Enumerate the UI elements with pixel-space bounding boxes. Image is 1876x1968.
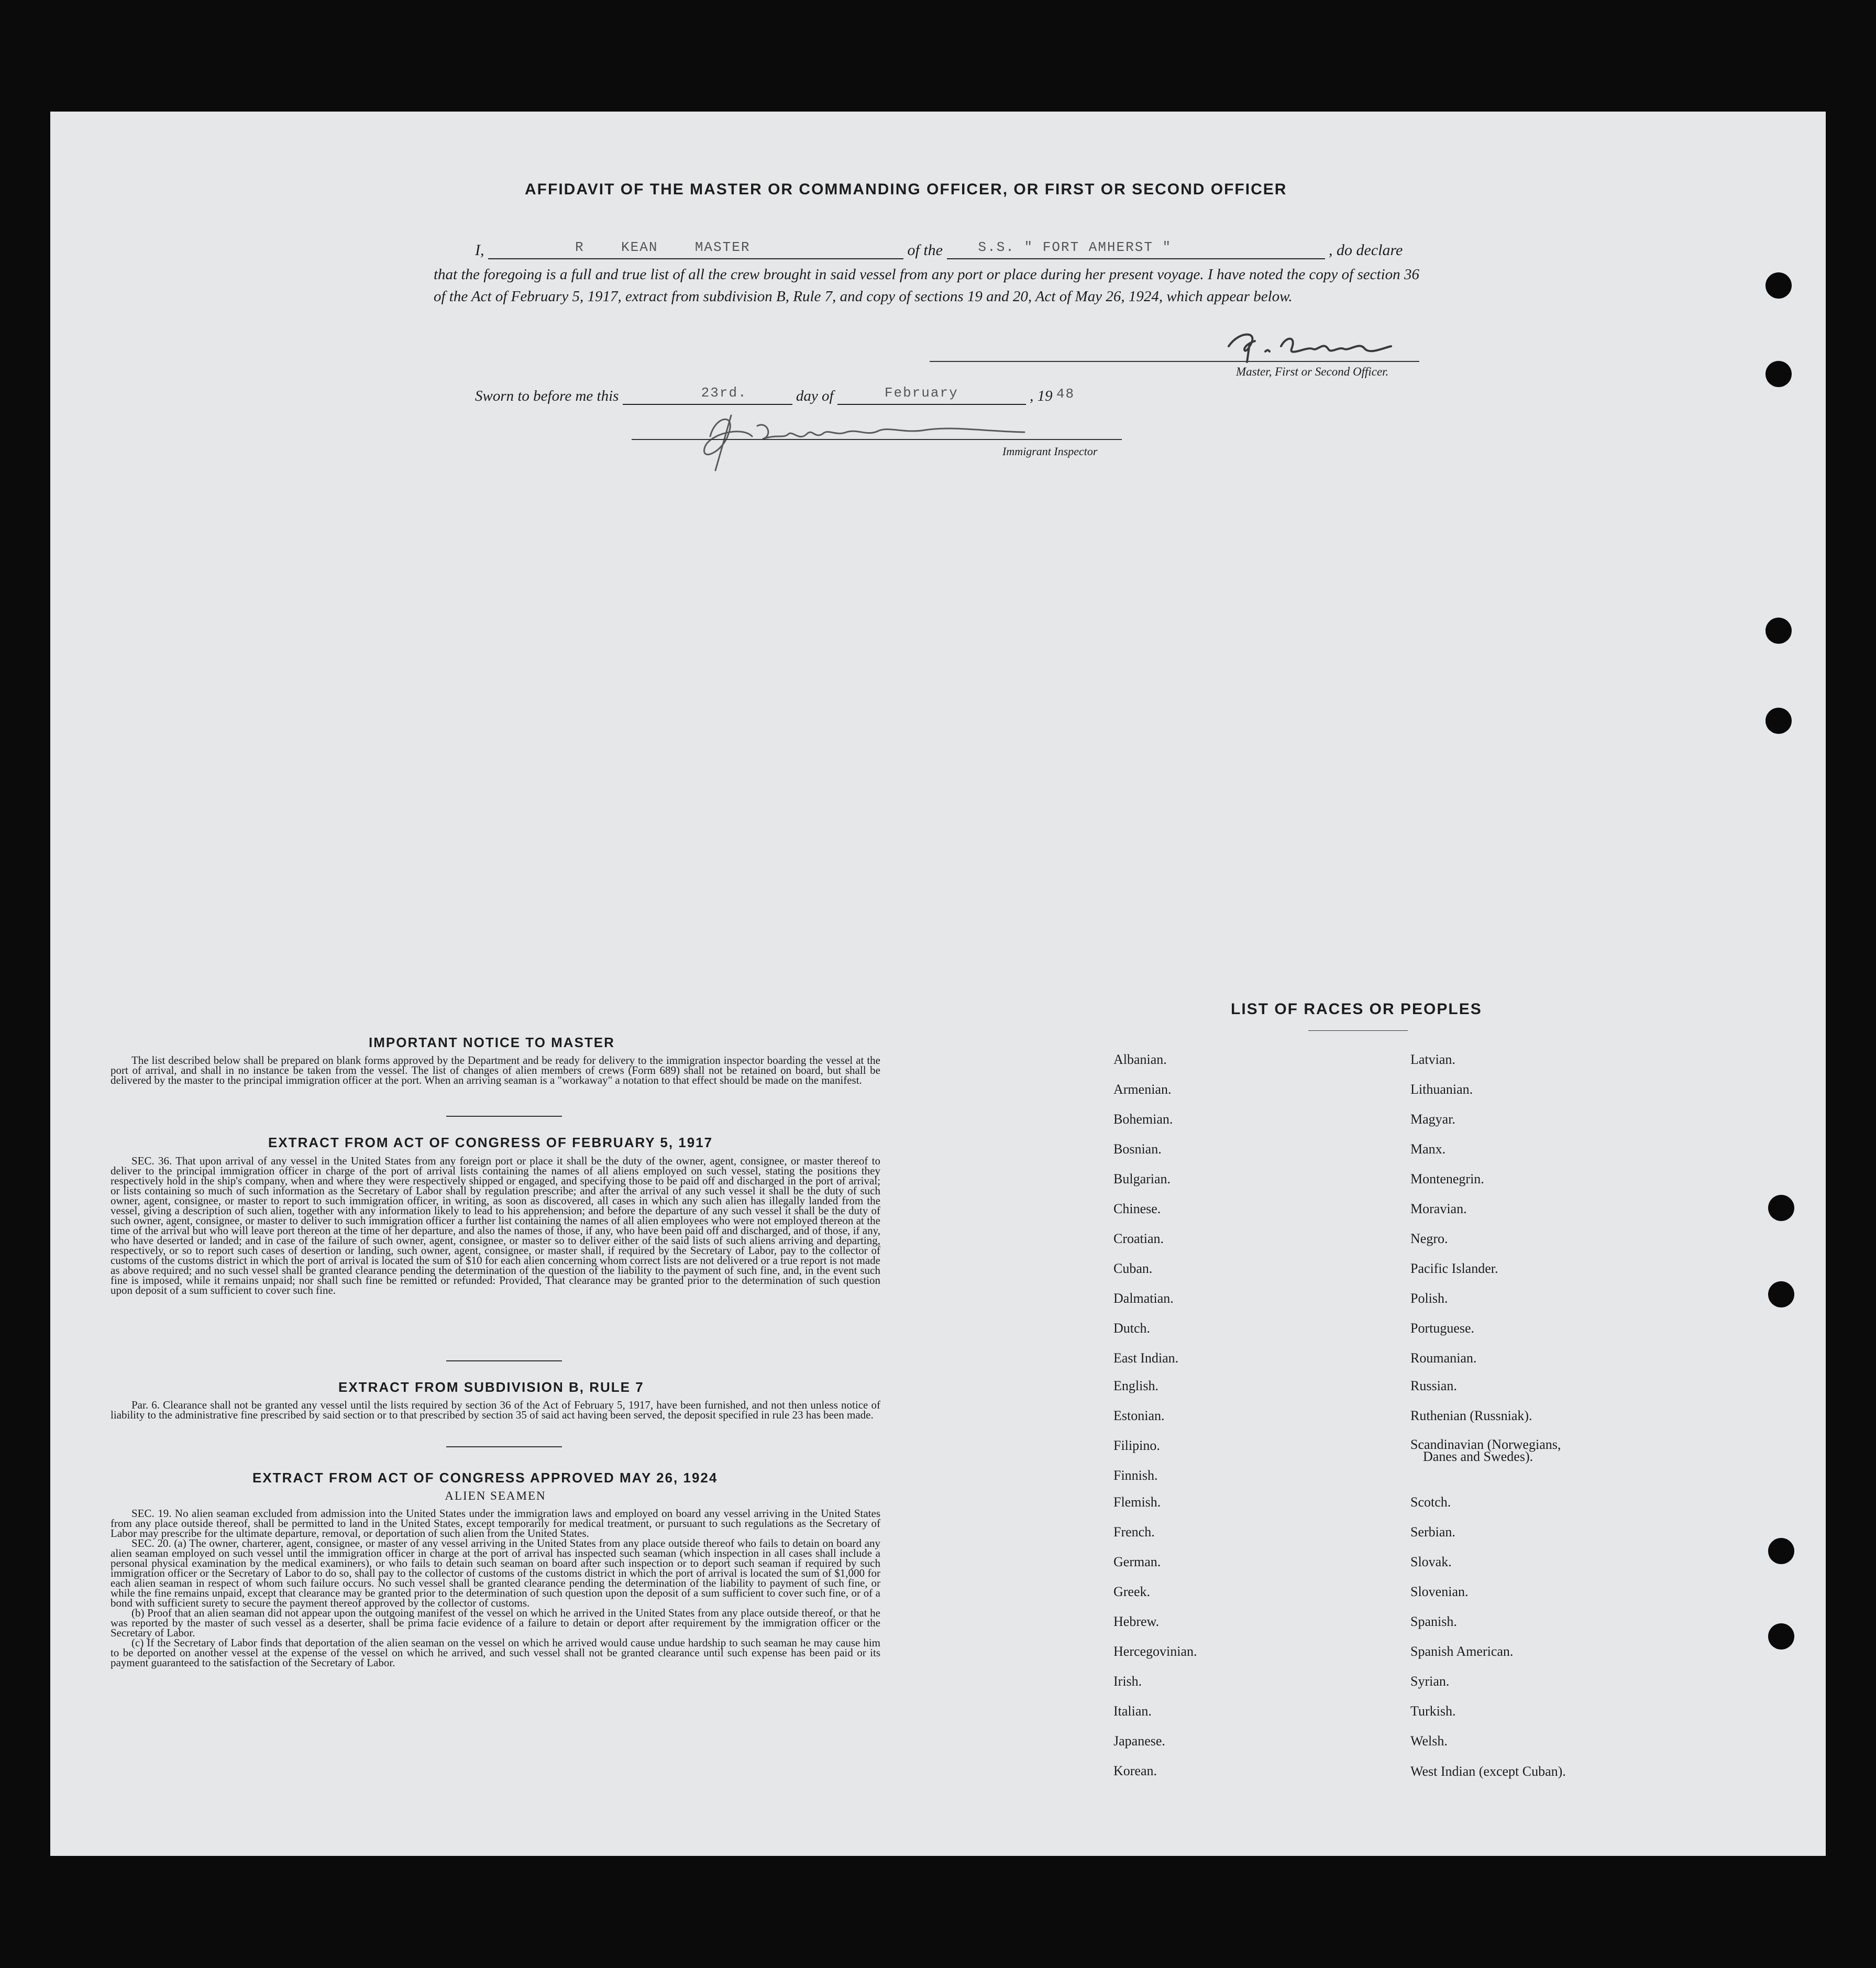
- race-item: Roumanian.: [1410, 1350, 1477, 1366]
- race-item: Manx.: [1410, 1141, 1446, 1157]
- race-item: Estonian.: [1113, 1408, 1165, 1423]
- master-name-value: R KEAN MASTER: [575, 239, 751, 255]
- race-item: English.: [1113, 1378, 1158, 1393]
- race-item: Japanese.: [1113, 1733, 1165, 1749]
- vessel-name-value: S.S. " FORT AMHERST ": [978, 239, 1172, 255]
- alien-seamen-subtitle: ALIEN SEAMEN: [445, 1489, 546, 1502]
- race-item: Slovak.: [1410, 1554, 1452, 1569]
- binder-hole: [1765, 618, 1792, 644]
- race-item: German.: [1113, 1554, 1161, 1569]
- notice-text: [111, 1056, 880, 1085]
- binder-hole: [1765, 708, 1792, 734]
- master-signature: [1218, 325, 1438, 367]
- day-value: 23rd.: [701, 385, 747, 401]
- binder-hole: [1768, 1623, 1794, 1650]
- master-name-field: [488, 239, 903, 259]
- race-item: Filipino.: [1113, 1438, 1160, 1453]
- race-item: Finnish.: [1113, 1468, 1158, 1483]
- race-item: Russian.: [1410, 1378, 1457, 1393]
- race-item: Pacific Islander.: [1410, 1261, 1498, 1276]
- race-item: Polish.: [1410, 1291, 1448, 1306]
- race-item: Bohemian.: [1113, 1112, 1173, 1127]
- race-item: Bosnian.: [1113, 1141, 1162, 1157]
- race-item: Serbian.: [1410, 1524, 1455, 1540]
- extract-1924-title: EXTRACT FROM ACT OF CONGRESS APPROVED MAY 26, 1924: [252, 1470, 718, 1486]
- race-item: Hebrew.: [1113, 1614, 1160, 1629]
- race-item: Flemish.: [1113, 1494, 1161, 1510]
- section-20c-paragraph: (c) If the Secretary of Labor finds that deportation of the alien seaman on the vessel on which he arrived would cause undue hardship to such seaman he may cause him to be deported on another vessel at the expense of the vessel on which he arrived, and such vessel shall not be granted clearance until such expense has been paid or its payment guaranteed to the satisfaction of the Secretary of Labor.: [111, 1636, 880, 1669]
- race-item: Chinese.: [1113, 1201, 1161, 1216]
- section-20b-paragraph: (b) Proof that an alien seaman did not appear upon the outgoing manifest of the vessel on which he arrived in the United States from any place outside thereof, or that he was reported by the master of such vessel as a deserter, shall be prima facie evidence of a failure to detain or deport after requirement by the immigration officer or the Secretary of Labor.: [111, 1607, 880, 1639]
- race-item: Portuguese.: [1410, 1321, 1475, 1336]
- race-item: Scandinavian (Norwegians,: [1410, 1437, 1561, 1452]
- race-item: Albanian.: [1113, 1052, 1167, 1067]
- race-item: Magyar.: [1410, 1112, 1455, 1127]
- race-item: Latvian.: [1410, 1052, 1455, 1067]
- divider: [1308, 1030, 1408, 1031]
- race-item: Spanish.: [1410, 1614, 1457, 1629]
- section-36-paragraph: SEC. 36. That upon arrival of any vessel in the United States from any foreign port or place it shall be the duty of the owner, agent, consignee, or master thereof to deliver to the principal immigration officer in charge of the port of arrival lists containing the names of all aliens employed on such vessel, stating the positions they respectively hold in the ship's company, when and where they were respectively shipped or engaged, and specifying those to be paid off and discharged in the port of arrival; or lists containing so much of such information as the Secretary of Labor shall by regulation prescribe; and after the arrival of any such vessel it shall be the duty of such owner, agent, consignee, or master to report to such immigration officer, in writing, as soon as discovered, all cases in which any such alien has illegally landed from the vessel, giving a description of such alien, together with any information likely to lead to his apprehension; and before the departure of any such vessel it shall be the duty of such owner, agent, consignee, or master to deliver to such immigration officer a further list containing the names of all alien employees who were not employed thereon at the time of the arrival but who will leave port thereon at the time of her departure, and also the names of those, if any, who have been paid off and discharged, and of those, if any, who have deserted or landed; and in case of the failure of such owner, agent, consignee, or master so to deliver either of the said lists of such aliens arriving and departing, respectively, or so to report such cases of desertion or landing, such owner, agent, consignee, or master shall, if required by the Secretary of Labor, pay to the collector of customs of the customs district in which the port of arrival is located the sum of $10 for each alien concerning whom correct lists are not delivered or a true report is not made as above required; and no such vessel shall be granted clearance pending the determination of the question of the liability to the payment of such fine, and, in the event such fine is imposed, while it remains unpaid; nor shall such fine be remitted or refunded: Provided, That clearance may be granted prior to the determination of such question upon deposit of a sum sufficient to cover such fine.: [111, 1155, 880, 1296]
- binder-hole: [1768, 1538, 1794, 1564]
- notice-title: IMPORTANT NOTICE TO MASTER: [369, 1035, 615, 1050]
- do-declare-label: , do declare: [1329, 241, 1403, 259]
- race-item: Turkish.: [1410, 1703, 1456, 1719]
- rule7-paragraph: Par. 6. Clearance shall not be granted any vessel until the lists required by section 36 of the Act of February 5, 1917, have been furnished, and not then unless notice of liability to the administrative fine prescribed by said section or to that prescribed by section 35 of said act having been served, the deposit specified in rule 23 has been made.: [111, 1399, 880, 1421]
- binder-hole: [1768, 1195, 1794, 1221]
- master-caption: Master, First or Second Officer.: [1236, 365, 1389, 378]
- race-item: Slovenian.: [1410, 1584, 1469, 1599]
- race-item: Bulgarian.: [1113, 1171, 1171, 1186]
- race-item: Montenegrin.: [1410, 1171, 1484, 1186]
- race-item: Dalmatian.: [1113, 1291, 1174, 1306]
- extract-1917-title: EXTRACT FROM ACT OF CONGRESS OF FEBRUARY 5, 1917: [268, 1135, 713, 1150]
- section-20a-paragraph: SEC. 20. (a) The owner, charterer, agent, consignee, or master of any vessel arriving in the United States from any place outside thereof who fails to detain on board any alien seaman employed on such vessel until the immigration officer in charge at the port of arrival has inspected such seaman (which inspection in all cases shall include a personal physical examination by the medical examiners), or who fails to detain such seaman on board after such inspection or to deport such seaman if required by such immigration officer or the Secretary of Labor to do so, shall pay to the collector of customs of the customs district in which the port of arrival is located the sum of $1,000 for each alien seaman in respect of whom such failure occurs. No such vessel shall be granted clearance pending the determination of the liability to payment of such fine, or while the fine remains unpaid, except that clearance may be granted prior to the determination of such question upon the deposit of a sum sufficient to cover such fine, or of a bond with sufficient surety to secure the payment thereof approved by the collector of customs.: [111, 1537, 880, 1609]
- year-value: 48: [1056, 386, 1075, 402]
- of-the-label: of the: [907, 241, 943, 259]
- race-item: Greek.: [1113, 1584, 1151, 1599]
- race-item: Korean.: [1113, 1763, 1157, 1778]
- rule7-title: EXTRACT FROM SUBDIVISION B, RULE 7: [338, 1379, 644, 1395]
- year-prefix: , 19: [1030, 388, 1053, 404]
- race-item: Cuban.: [1113, 1261, 1153, 1276]
- binder-hole: [1768, 1281, 1794, 1307]
- binder-hole: [1765, 361, 1792, 387]
- extract-1924-text: [111, 1509, 880, 1668]
- day-of-label: day of: [796, 388, 834, 404]
- race-item: Armenian.: [1113, 1082, 1172, 1097]
- race-item: Italian.: [1113, 1703, 1152, 1719]
- race-item: Scotch.: [1410, 1494, 1451, 1510]
- divider: [446, 1446, 562, 1447]
- race-item: Dutch.: [1113, 1321, 1151, 1336]
- rule7-text: [111, 1400, 880, 1420]
- sworn-label: Sworn to before me this: [475, 388, 619, 404]
- race-item: Lithuanian.: [1410, 1082, 1473, 1097]
- month-field: [837, 385, 1026, 405]
- affidavit-title: AFFIDAVIT OF THE MASTER OR COMMANDING OFFICER, OR FIRST OR SECOND OFFICER: [525, 181, 1287, 198]
- race-item: Ruthenian (Russniak).: [1410, 1408, 1532, 1423]
- race-item: Hercegovinian.: [1113, 1644, 1197, 1659]
- day-field: [623, 385, 792, 405]
- race-item: West Indian (except Cuban).: [1410, 1764, 1566, 1779]
- race-item: Negro.: [1410, 1231, 1448, 1246]
- divider: [446, 1360, 562, 1361]
- notice-paragraph: The list described below shall be prepared on blank forms approved by the Department and be ready for delivery to the immigration inspector boarding the vessel at the port of arrival, and shall in no instance be taken from the vessel. The list of changes of alien members of crews (Form 689) shall not be retained on board, but shall be delivered by the master to the principal immigration officer at the port. When an arriving seaman is a "workaway" a notation to that effect should be made on the manifest.: [111, 1054, 880, 1086]
- declaration-line: [475, 241, 1470, 259]
- inspector-caption: Immigrant Inspector: [1002, 445, 1098, 458]
- vessel-name-field: [947, 239, 1325, 259]
- race-item: Welsh.: [1410, 1733, 1448, 1749]
- form-page: [50, 112, 1826, 1856]
- race-item: Spanish American.: [1410, 1644, 1514, 1659]
- inspector-signature-line: [632, 439, 1122, 440]
- race-item-continuation: Danes and Swedes).: [1423, 1449, 1533, 1464]
- race-item: Croatian.: [1113, 1231, 1164, 1246]
- extract-1917-text: [111, 1156, 880, 1295]
- binder-hole: [1765, 272, 1792, 299]
- month-value: February: [884, 385, 958, 401]
- decl-prefix: I,: [475, 241, 484, 259]
- section-19-paragraph: SEC. 19. No alien seaman excluded from admission into the United States under the immigration laws and employed on board any vessel arriving in the United States from any place outside thereof, shall be permitted to land in the United States, except temporarily for medical treatment, or pursuant to such regulations as the Secretary of Labor may prescribe for the ultimate departure, removal, or deportation of such alien from the United States.: [111, 1507, 880, 1540]
- race-item: Irish.: [1113, 1674, 1142, 1689]
- race-item: French.: [1113, 1524, 1155, 1540]
- sworn-line: [475, 386, 1075, 405]
- divider: [446, 1116, 562, 1117]
- race-item: East Indian.: [1113, 1350, 1179, 1366]
- races-title: LIST OF RACES OR PEOPLES: [1231, 1001, 1482, 1018]
- affidavit-body: that the foregoing is a full and true list of all the crew brought in said vessel from any port or place during her present voyage. I have noted the copy of section 36 of the Act of February 5, 1917, extract from subdivision B, Rule 7, and copy of sections 19 and 20, Act of May 26, 1924, which appear below.: [434, 266, 1419, 305]
- race-item: Moravian.: [1410, 1201, 1467, 1216]
- race-item: Syrian.: [1410, 1674, 1450, 1689]
